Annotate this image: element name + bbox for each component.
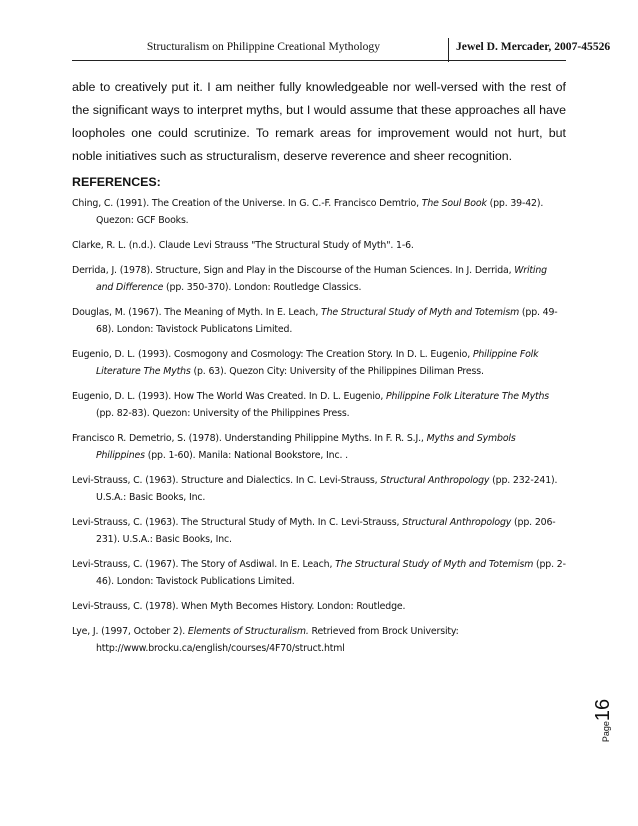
reference-title: Writing and Difference [96, 265, 547, 293]
reference-entry [72, 237, 566, 254]
reference-text: Levi-Strauss, C. (1963). Structure and Dialectics. In C. Levi-Strauss, [72, 475, 381, 486]
header-divider [448, 38, 449, 62]
reference-text: (pp. 350-370). London: Routledge Classics. [163, 282, 362, 293]
header-title: Structuralism on Philippine Creational Mythology [146, 40, 380, 53]
reference-title: The Soul Book [421, 198, 487, 209]
reference-text: Ching, C. (1991). The Creation of the Universe. In G. C.-F. Francisco Demtrio, [72, 198, 422, 209]
reference-entry [72, 430, 566, 464]
references-heading: REFERENCES: [72, 175, 161, 189]
reference-text: (pp. 2-46). London: Tavistock Publications Limited. [96, 559, 566, 587]
reference-text: Levi-Strauss, C. (1963). The Structural Study of Myth. In C. Levi-Strauss, [72, 517, 403, 528]
reference-text: (pp. 49-68). London: Tavistock Publicatons Limited. [96, 307, 558, 335]
references-list [72, 195, 566, 665]
page-header [72, 38, 611, 61]
reference-entry [72, 514, 566, 548]
reference-text: Douglas, M. (1967). The Meaning of Myth. In E. Leach, [72, 307, 321, 318]
reference-title: Philippine Folk Literature The Myths [386, 391, 550, 402]
header-author: Jewel D. Mercader, 2007-45526 [456, 40, 611, 53]
reference-entry [72, 304, 566, 338]
reference-text: Clarke, R. L. (n.d.). Claude Levi Strauss "The Structural Study of Myth". 1-6. [72, 240, 414, 251]
reference-text: (p. 63). Quezon City: University of the Philippines Diliman Press. [190, 366, 484, 377]
reference-text: Levi-Strauss, C. (1978). When Myth Becomes History. London: Routledge. [72, 601, 406, 612]
reference-title: The Structural Study of Myth and Totemism [321, 307, 520, 318]
reference-title: Structural Anthropology [402, 517, 512, 528]
reference-title: Elements of Structuralism. [187, 626, 309, 637]
reference-text: (pp. 82-83). Quezon: University of the Philippines Press. [96, 408, 350, 419]
reference-entry [72, 262, 566, 296]
reference-text: (pp. 232-241). U.S.A.: Basic Books, Inc. [96, 475, 558, 503]
reference-entry [72, 472, 566, 506]
reference-text: Francisco R. Demetrio, S. (1978). Understanding Philippine Myths. In F. R. S.J., [72, 433, 427, 444]
reference-entry [72, 195, 566, 229]
reference-text: Lye, J. (1997, October 2). [72, 626, 188, 637]
reference-title: Structural Anthropology [380, 475, 490, 486]
reference-title: Philippine Folk Literature The Myths [96, 349, 539, 377]
reference-entry [72, 623, 566, 657]
page-label: Page [601, 721, 612, 743]
reference-text: Retrieved from Brock University: http://www.brocku.ca/english/courses/4F70/struct.html [96, 626, 459, 654]
reference-text: Derrida, J. (1978). Structure, Sign and Play in the Discourse of the Human Sciences. In J. Derrida, [72, 265, 515, 276]
reference-entry [72, 598, 566, 615]
body-paragraph: able to creatively put it. I am neither fully knowledgeable nor well-versed with the rest of the significant ways to interpret myths, but I would assume that these approaches all have loopholes one could scrutinize. To remark areas for improvement would not hurt, but noble initiatives such as structuralism, deserve reverence and sheer recognition. [72, 80, 566, 163]
reference-text: (pp. 39-42). Quezon: GCF Books. [96, 198, 544, 226]
reference-entry [72, 346, 566, 380]
page-number [588, 695, 618, 745]
page-number-value: 16 [592, 698, 615, 722]
reference-text: Eugenio, D. L. (1993). How The World Was Created. In D. L. Eugenio, [72, 391, 387, 402]
reference-entry [72, 388, 566, 422]
reference-text: Levi-Strauss, C. (1967). The Story of Asdiwal. In E. Leach, [72, 559, 336, 570]
reference-title: The Structural Study of Myth and Totemism [335, 559, 534, 570]
reference-entry [72, 556, 566, 590]
reference-text: Eugenio, D. L. (1993). Cosmogony and Cosmology: The Creation Story. In D. L. Eugenio, [72, 349, 473, 360]
reference-title: Myths and Symbols Philippines [96, 433, 516, 461]
reference-text: (pp. 1-60). Manila: National Bookstore, Inc. . [144, 450, 348, 461]
reference-text: (pp. 206-231). U.S.A.: Basic Books, Inc. [96, 517, 556, 545]
